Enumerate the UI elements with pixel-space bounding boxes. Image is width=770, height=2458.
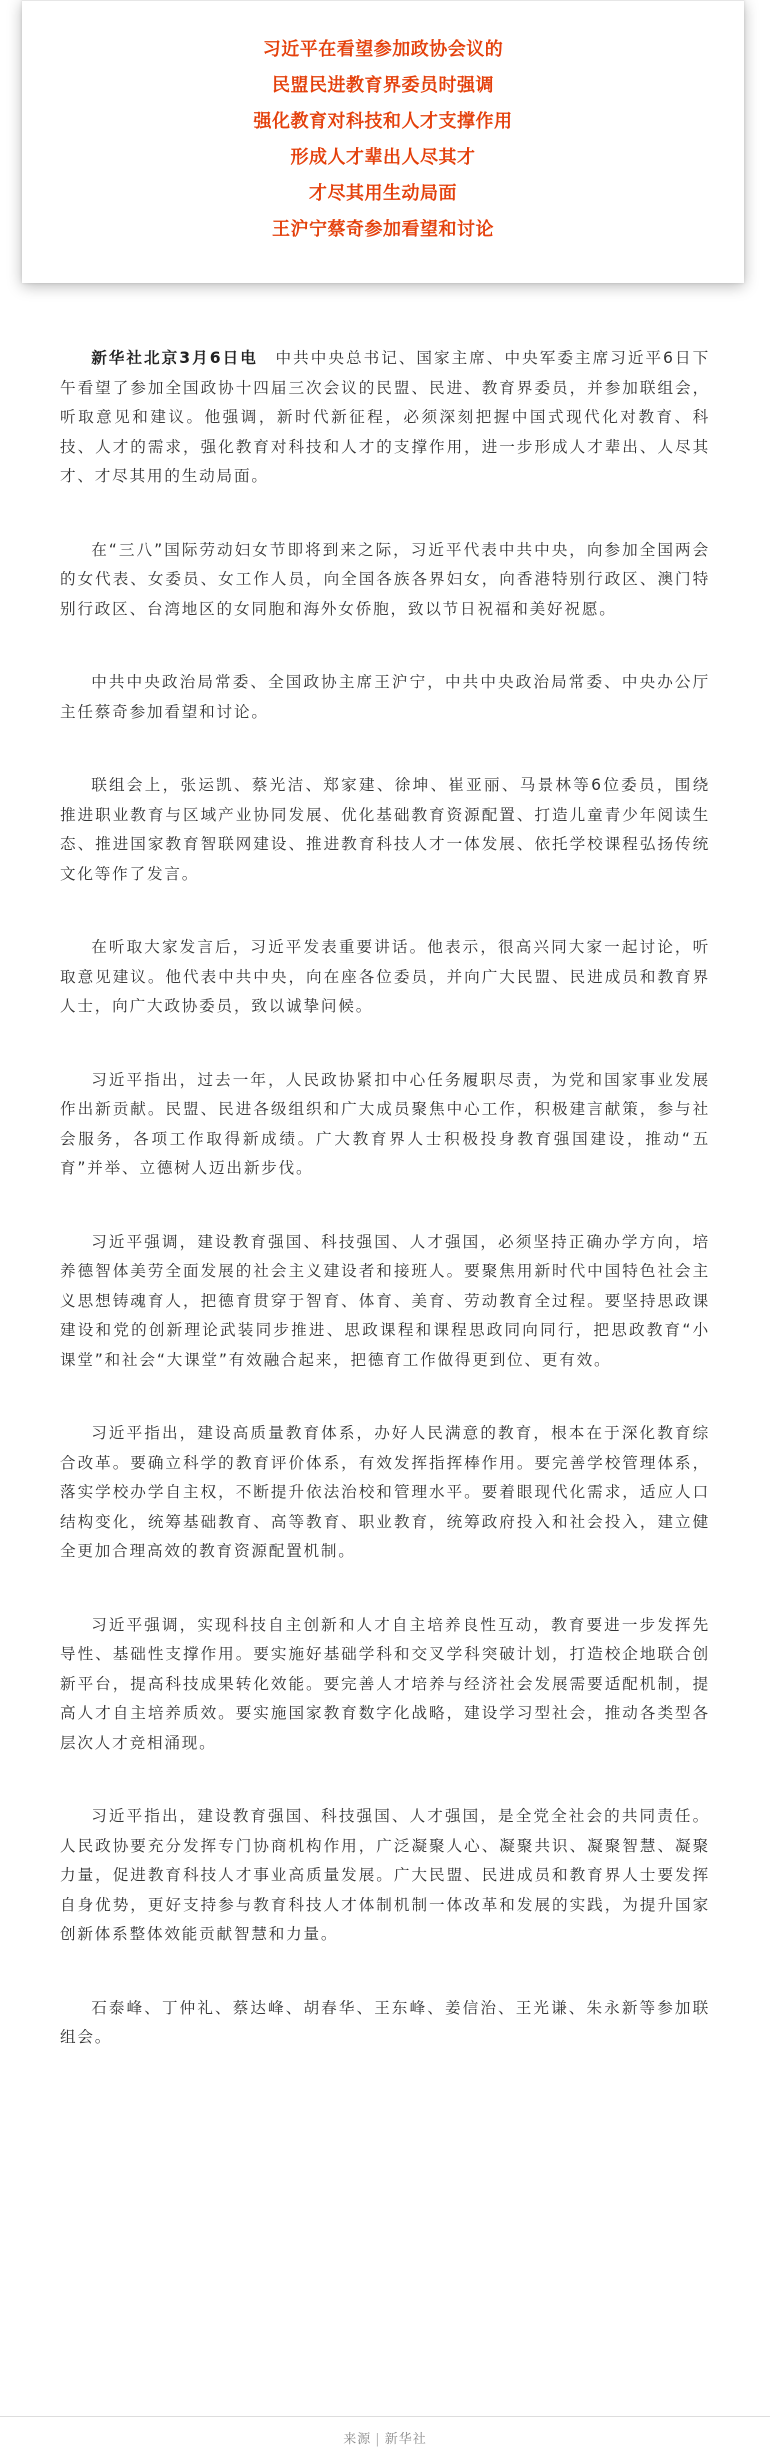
headline-card <box>22 0 744 283</box>
headline-line-1: 习近平在看望参加政协会议的 <box>262 39 504 60</box>
article-paragraph: 联组会上，张运凯、蔡光洁、郑家建、徐坤、崔亚丽、马景林等6位委员，围绕推进职业教育与区域产业协同发展、优化基础教育资源配置、打造儿童青少年阅读生态、推进国家教育智联网建设、推进教育科技人才一体发展、依托学校课程弘扬传统文化等作了发言。 <box>60 776 710 883</box>
article-paragraph: 习近平强调，建设教育强国、科技强国、人才强国，必须坚持正确办学方向，培养德智体美劳全面发展的社会主义建设者和接班人。要聚焦用新时代中国特色社会主义思想铸魂育人，把德育贯穿于智育、体育、美育、劳动教育全过程。要坚持思政课建设和党的创新理论武装同步推进、思政课程和课程思政同向同行，把思政教育“小课堂”和社会“大课堂”有效融合起来，把德育工作做得更到位、更有效。 <box>60 1232 710 1369</box>
article-paragraph-lead <box>60 344 710 492</box>
article-paragraph: 习近平指出，建设高质量教育体系，办好人民满意的教育，根本在于深化教育综合改革。要确立科学的教育评价体系，有效发挥指挥棒作用。要完善学校管理体系，落实学校办学自主权，不断提升依法治校和管理水平。要着眼现代化需求，适应人口结构变化，统筹基础教育、高等教育、职业教育，统筹政府投入和社会投入，建立健全更加合理高效的教育资源配置机制。 <box>60 1424 710 1560</box>
source-name: 新华社 <box>384 2432 427 2447</box>
article-paragraph: 在听取大家发言后，习近平发表重要讲话。他表示，很高兴同大家一起讨论，听取意见建议。他代表中共中央，向在座各位委员，并向广大民盟、民进成员和教育界人士，向广大政协委员，致以诚挚问候。 <box>60 938 710 1015</box>
dateline: 新华社北京3月6日电 <box>91 349 258 367</box>
headline-line-4: 形成人才辈出人尽其才 <box>290 147 476 168</box>
headline-line-6: 王沪宁蔡奇参加看望和讨论 <box>272 219 494 240</box>
article-paragraph: 习近平强调，实现科技自主创新和人才自主培养良性互动，教育要进一步发挥先导性、基础性支撑作用。要实施好基础学科和交叉学科突破计划，打造校企地联合创新平台，提高科技成果转化效能。要完善人才培养与经济社会发展需要适配机制，提高人才自主培养质效。要实施国家教育数字化战略，建设学习型社会，推动各类型各层次人才竞相涌现。 <box>60 1615 710 1752</box>
source-footer <box>0 2428 770 2447</box>
footer-divider <box>0 2416 770 2417</box>
headline-line-2: 民盟民进教育界委员时强调 <box>272 75 494 96</box>
headline-line-3: 强化教育对科技和人才支撑作用 <box>253 111 513 132</box>
source-separator: | <box>375 2432 381 2447</box>
article-body <box>60 344 710 2097</box>
article-paragraph: 中共中央政治局常委、全国政协主席王沪宁，中共中央政治局常委、中央办公厅主任蔡奇参加看望和讨论。 <box>60 673 710 721</box>
article-paragraph: 习近平指出，建设教育强国、科技强国、人才强国，是全党全社会的共同责任。人民政协要充分发挥专门协商机构作用，广泛凝聚人心、凝聚共识、凝聚智慧、凝聚力量，促进教育科技人才事业高质量发展。广大民盟、民进成员和教育界人士要发挥自身优势，更好支持参与教育科技人才体制机制一体改革和发展的实践，为提升国家创新体系整体效能贡献智慧和力量。 <box>60 1807 710 1943</box>
article-paragraph: 在“三八”国际劳动妇女节即将到来之际，习近平代表中共中央，向参加全国两会的女代表、女委员、女工作人员，向全国各族各界妇女，向香港特别行政区、澳门特别行政区、台湾地区的女同胞和海外女侨胞，致以节日祝福和美好祝愿。 <box>60 540 710 618</box>
headline-line-5: 才尽其用生动局面 <box>309 183 457 204</box>
lead-text: 中共中央总书记、国家主席、中央军委主席习近平6日下午看望了参加全国政协十四届三次会议的民盟、民进、教育界委员，并参加联组会，听取意见和建议。他强调，新时代新征程，必须深刻把握中国式现代化对教育、科技、人才的需求，强化教育对科技和人才的支撑作用，进一步形成人才辈出、人尽其才、才尽其用的生动局面。 <box>60 349 711 485</box>
source-label: 来源 <box>343 2432 372 2447</box>
article-paragraph: 习近平指出，过去一年，人民政协紧扣中心任务履职尽责，为党和国家事业发展作出新贡献。民盟、民进各级组织和广大成员聚焦中心工作，积极建言献策，参与社会服务，各项工作取得新成绩。广大教育界人士积极投身教育强国建设，推动“五育”并举、立德树人迈出新步伐。 <box>60 1070 710 1177</box>
article-paragraph: 石泰峰、丁仲礼、蔡达峰、胡春华、王东峰、姜信治、王光谦、朱永新等参加联组会。 <box>60 1998 710 2046</box>
